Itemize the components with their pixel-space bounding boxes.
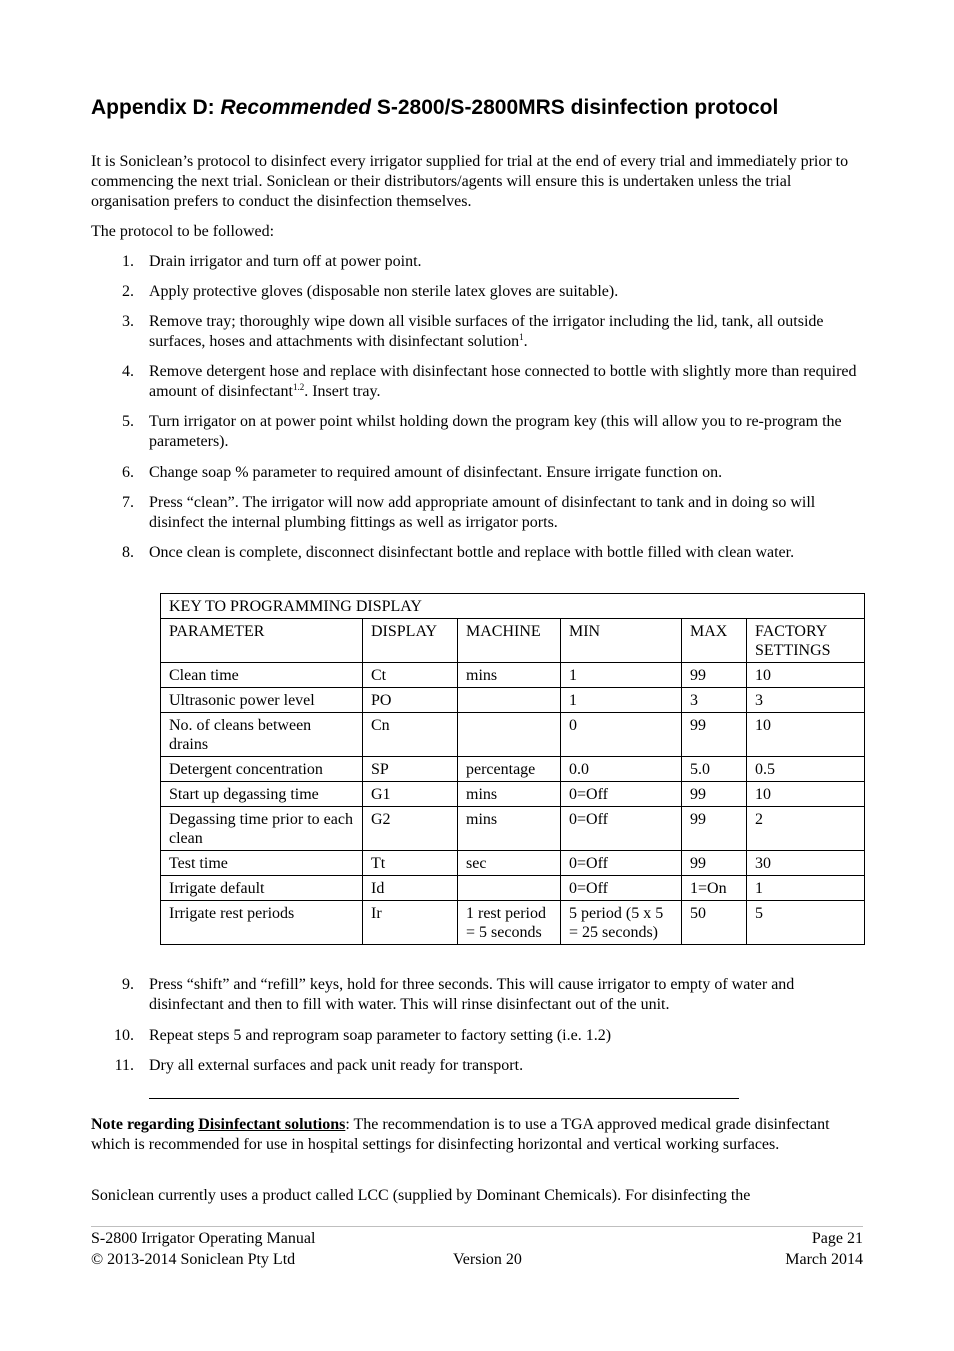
table-title-row: [161, 594, 865, 619]
table-cell: 5 period (5 x 5 = 25 seconds): [561, 901, 682, 945]
step-text: Remove tray; thoroughly wipe down all visible surfaces of the irrigator including the lid, tank, all outside surfaces, hoses and attachments with disinfectant solution: [149, 313, 824, 350]
table-cell: Irrigate default: [161, 876, 363, 901]
table-header-cell: MACHINE: [458, 619, 561, 663]
table-header-cell: DISPLAY: [363, 619, 458, 663]
table-cell: 10: [747, 782, 865, 807]
table-header-row: [161, 619, 865, 663]
step-text: Press “clean”. The irrigator will now add appropriate amount of disinfectant to tank and in doing so will disinfect the internal plumbing fittings as well as irrigator ports.: [149, 494, 816, 531]
table-row: [161, 851, 865, 876]
table-title: KEY TO PROGRAMMING DISPLAY: [161, 594, 865, 619]
heading-suffix: S-2800/S-2800MRS disinfection protocol: [371, 96, 779, 119]
table-cell: 5: [747, 901, 865, 945]
table-cell: 99: [682, 807, 747, 851]
note-text: : The recommendation is to use a TGA approved medical grade disinfectant which is recommended for use in hospital settings for disinfecting horizontal and vertical working surfaces.: [91, 1116, 830, 1153]
table-cell: 0: [561, 713, 682, 757]
table-cell: 3: [747, 688, 865, 713]
step-number: 5.: [122, 413, 134, 430]
table-cell: Start up degassing time: [161, 782, 363, 807]
table-cell: mins: [458, 782, 561, 807]
footer-divider: [91, 1226, 863, 1227]
note-paragraph: [91, 1115, 863, 1155]
table-cell: mins: [458, 663, 561, 688]
table-cell: Clean time: [161, 663, 363, 688]
last-paragraph: Soniclean currently uses a product called LCC (supplied by Dominant Chemicals). For disinfecting the: [91, 1187, 751, 1204]
table-cell: 0.5: [747, 757, 865, 782]
table-cell: G2: [363, 807, 458, 851]
programming-display-table: [160, 593, 865, 945]
intro-paragraph: It is Soniclean’s protocol to disinfect every irrigator supplied for trial at the end of every trial and immediately prior to commencing the next trial. Soniclean or their distributors/agents will ensure this is undertaken unless the trial organisation prefers to conduct the disinfection themselves.: [91, 153, 849, 210]
table-cell: [458, 876, 561, 901]
table-cell: mins: [458, 807, 561, 851]
table-row: [161, 663, 865, 688]
protocol-label: The protocol to be followed:: [91, 223, 275, 240]
table-cell: G1: [363, 782, 458, 807]
table-row: [161, 807, 865, 851]
footnote-ref: 1.2: [292, 382, 305, 392]
table-cell: 0.0: [561, 757, 682, 782]
step-text: Turn irrigator on at power point whilst holding down the program key (this will allow you to re-program the parameters).: [149, 413, 842, 450]
table-cell: 3: [682, 688, 747, 713]
step-number: 10.: [114, 1027, 134, 1044]
footer-page-number: Page 21: [811, 1230, 863, 1247]
table-cell: 1: [747, 876, 865, 901]
step-text-wrap: [149, 312, 863, 352]
step-number: 6.: [122, 464, 134, 481]
note-disinfectant-solutions: Disinfectant solutions: [198, 1116, 346, 1133]
table-header-cell: MAX: [682, 619, 747, 663]
step-number: 9.: [122, 976, 134, 993]
table-cell: 99: [682, 713, 747, 757]
table-cell: [458, 713, 561, 757]
step-number: 4.: [122, 363, 134, 380]
table-row: [161, 782, 865, 807]
table-cell: Ultrasonic power level: [161, 688, 363, 713]
footer-date: March 2014: [785, 1251, 863, 1268]
step-text: Once clean is complete, disconnect disinfectant bottle and replace with bottle filled with clean water.: [149, 544, 795, 561]
table-cell: 0=Off: [561, 851, 682, 876]
table-cell: 99: [682, 663, 747, 688]
table-header-cell: FACTORY SETTINGS: [747, 619, 865, 663]
table-cell: percentage: [458, 757, 561, 782]
table-cell: 0=Off: [561, 807, 682, 851]
step-number: 7.: [122, 494, 134, 511]
step-text: Press “shift” and “refill” keys, hold for three seconds. This will cause irrigator to empty of water and disinfectant and then to fill with water. This will rinse disinfectant out of the unit.: [149, 976, 795, 1013]
step-text-wrap: [149, 362, 863, 402]
table-row: [161, 876, 865, 901]
table-cell: Irrigate rest periods: [161, 901, 363, 945]
table-cell: 10: [747, 663, 865, 688]
footer-manual-title: S-2800 Irrigator Operating Manual: [91, 1230, 316, 1247]
step-number: 2.: [122, 283, 134, 300]
table-cell: 1=On: [682, 876, 747, 901]
page-heading: [91, 95, 891, 121]
table-cell: Ir: [363, 901, 458, 945]
table-cell: 50: [682, 901, 747, 945]
table-cell: 1: [561, 688, 682, 713]
table-cell: sec: [458, 851, 561, 876]
table-cell: 10: [747, 713, 865, 757]
step-text: Drain irrigator and turn off at power point.: [149, 253, 422, 270]
table-cell: Degassing time prior to each clean: [161, 807, 363, 851]
table-cell: 99: [682, 851, 747, 876]
step-text: Repeat steps 5 and reprogram soap parameter to factory setting (i.e. 1.2): [149, 1027, 612, 1044]
table-cell: 1: [561, 663, 682, 688]
step-number: 1.: [122, 253, 134, 270]
table-row: [161, 757, 865, 782]
table-cell: Test time: [161, 851, 363, 876]
table-cell: 1 rest period = 5 seconds: [458, 901, 561, 945]
step-text-after: . Insert tray.: [304, 383, 381, 400]
step-text: Dry all external surfaces and pack unit ready for transport.: [149, 1057, 524, 1074]
table-cell: 0=Off: [561, 876, 682, 901]
table-cell: 5.0: [682, 757, 747, 782]
heading-prefix: Appendix D:: [91, 96, 221, 119]
step-text-after: .: [523, 333, 528, 350]
table-cell: Detergent concentration: [161, 757, 363, 782]
note-lead: Note regarding: [91, 1116, 199, 1133]
table-cell: 99: [682, 782, 747, 807]
step-number: 8.: [122, 544, 134, 561]
footer-copyright: © 2013-2014 Soniclean Pty Ltd: [91, 1251, 296, 1268]
step-number: 3.: [122, 313, 134, 330]
table-header-cell: MIN: [561, 619, 682, 663]
heading-emphasis: Recommended: [220, 96, 372, 119]
table-row: [161, 901, 865, 945]
step-text: Change soap % parameter to required amount of disinfectant. Ensure irrigate function on.: [149, 464, 723, 481]
table-cell: 30: [747, 851, 865, 876]
table-cell: 2: [747, 807, 865, 851]
step-number: 11.: [114, 1057, 134, 1074]
table-row: [161, 688, 865, 713]
table-cell: No. of cleans between drains: [161, 713, 363, 757]
table-cell: Cn: [363, 713, 458, 757]
table-cell: Ct: [363, 663, 458, 688]
footnote-ref: 1: [519, 332, 524, 342]
table-cell: 0=Off: [561, 782, 682, 807]
table-row: [161, 713, 865, 757]
table-cell: PO: [363, 688, 458, 713]
step-text: Apply protective gloves (disposable non sterile latex gloves are suitable).: [149, 283, 619, 300]
footer-version: Version 20: [453, 1251, 522, 1268]
table-cell: Id: [363, 876, 458, 901]
step-text: Remove detergent hose and replace with disinfectant hose connected to bottle with slightly more than required amount of disinfectant: [149, 363, 857, 400]
table-cell: Tt: [363, 851, 458, 876]
table-cell: [458, 688, 561, 713]
table-header-cell: PARAMETER: [161, 619, 363, 663]
table-cell: SP: [363, 757, 458, 782]
separator-rule: [149, 1098, 739, 1099]
